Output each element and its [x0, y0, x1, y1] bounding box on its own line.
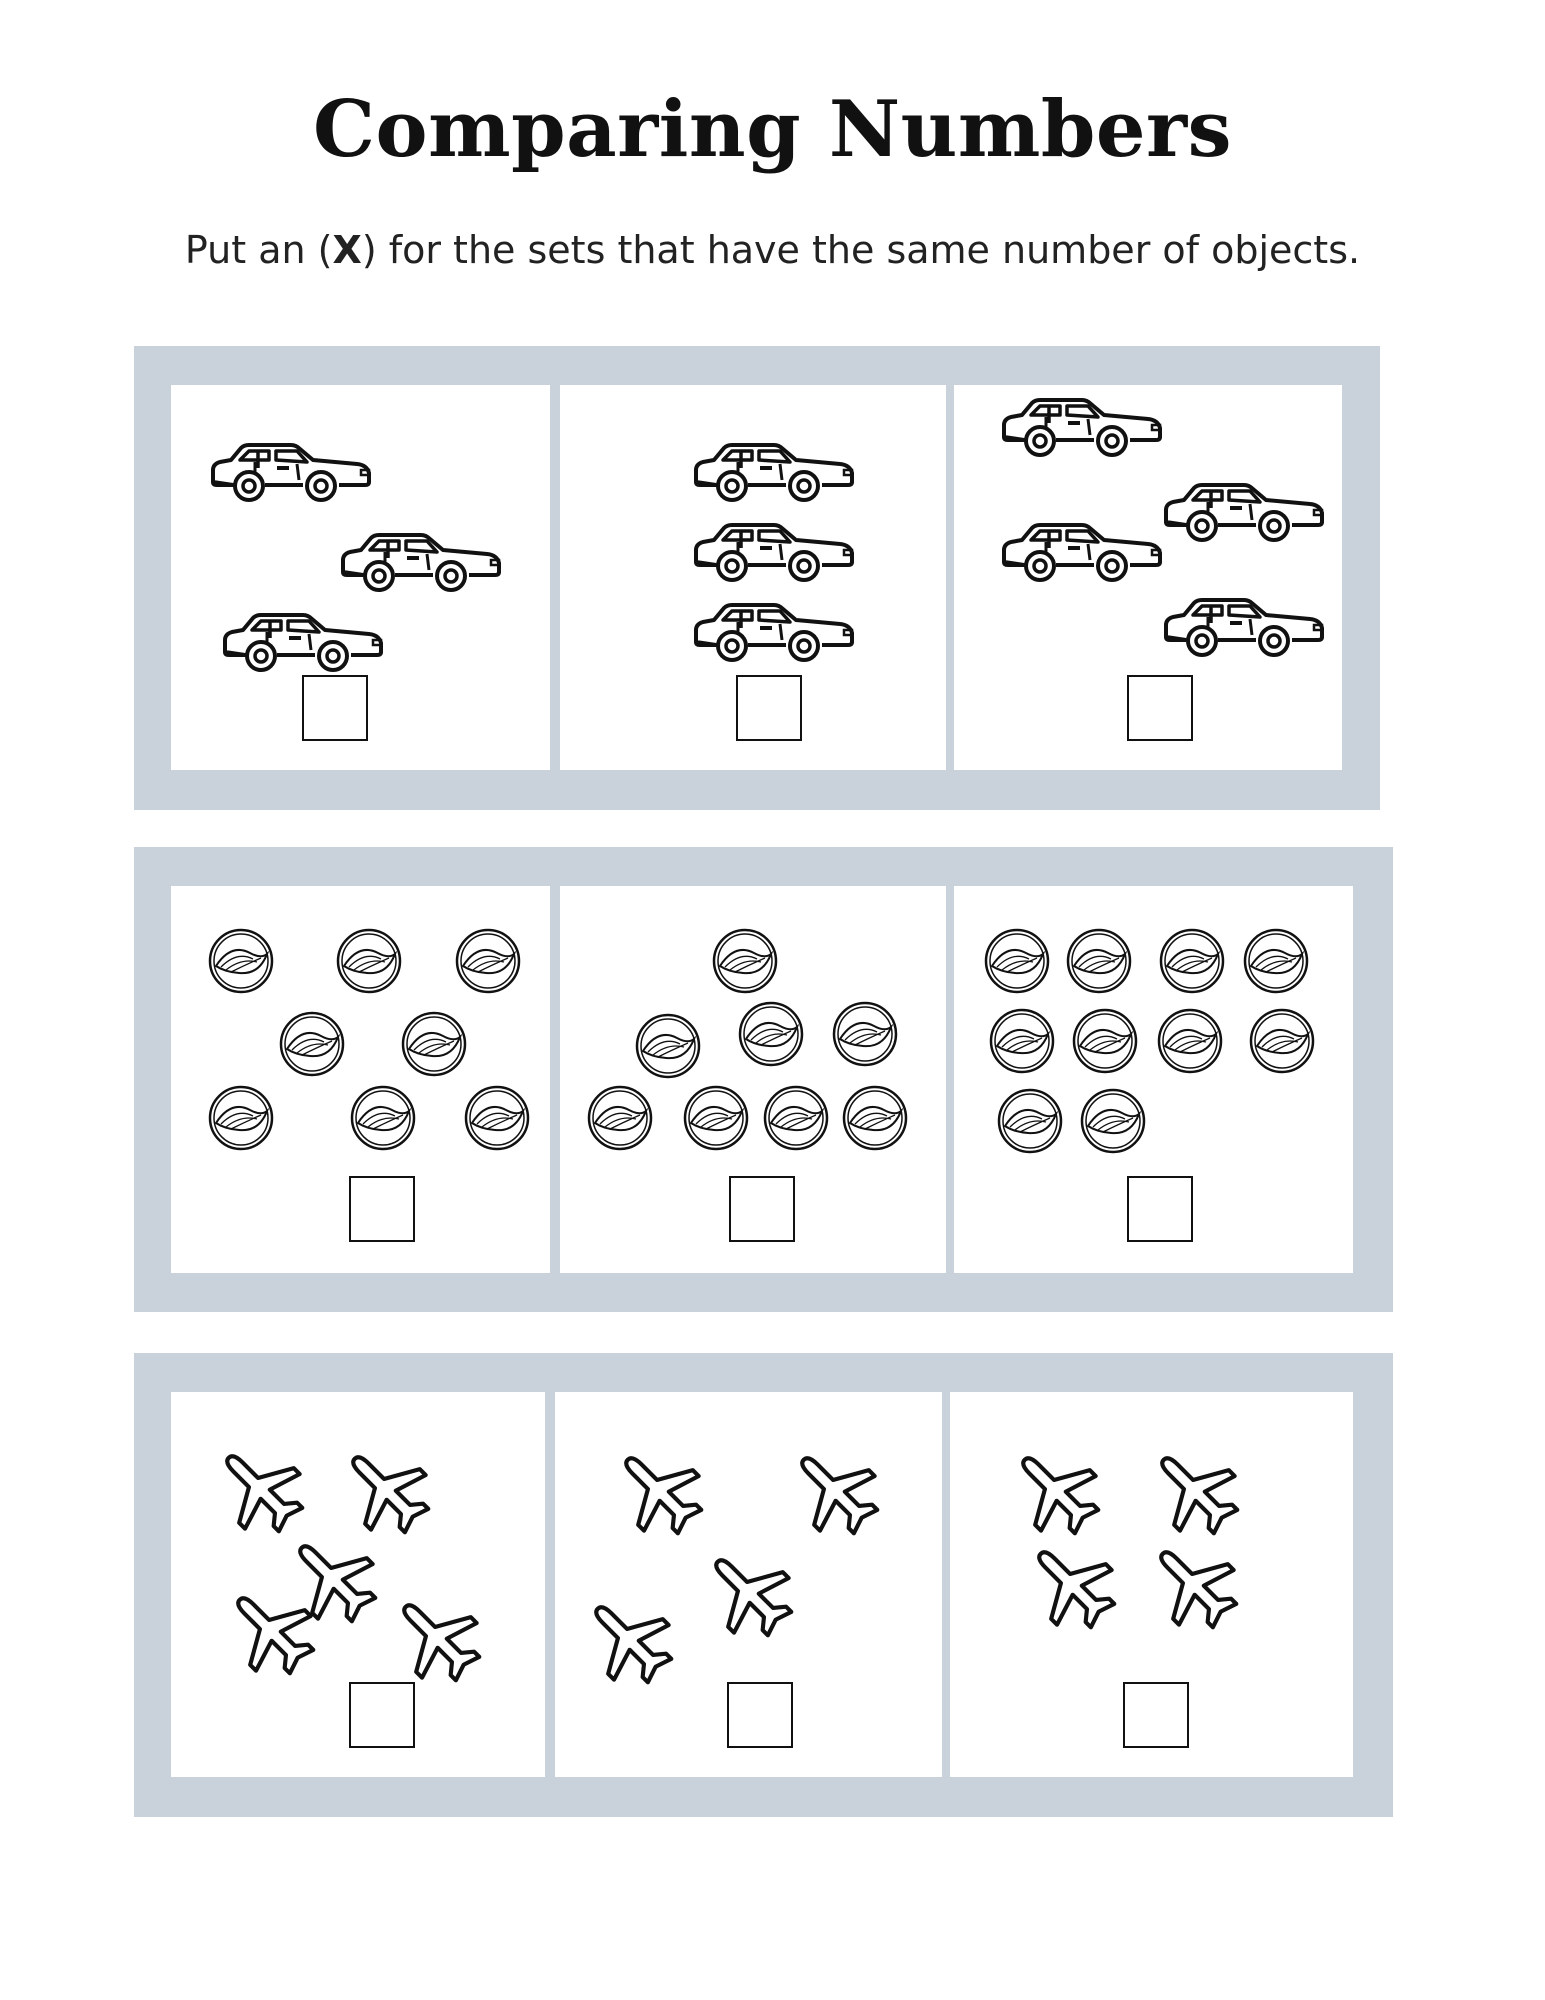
- marble-icon: [740, 1003, 802, 1065]
- marble-icon: [986, 930, 1048, 992]
- set-cell: [171, 1392, 545, 1777]
- marble-icon: [466, 1087, 528, 1149]
- answer-checkbox[interactable]: [1123, 1682, 1189, 1748]
- row-band-marbles: [134, 847, 1393, 1312]
- marble-icon: [210, 1087, 272, 1149]
- answer-checkbox[interactable]: [302, 675, 368, 741]
- car-icon: [696, 605, 852, 660]
- answer-checkbox[interactable]: [736, 675, 802, 741]
- marble-icon: [999, 1090, 1061, 1152]
- answer-checkbox[interactable]: [349, 1176, 415, 1242]
- instruction-text-after: ) for the sets that have the same number of objects.: [361, 228, 1361, 272]
- set-cell: [171, 886, 550, 1273]
- instruction-text: [0, 228, 1545, 272]
- airplane-icon: [776, 1432, 892, 1548]
- airplane-icon: [327, 1431, 443, 1547]
- airplane-icon: [570, 1581, 686, 1697]
- answer-checkbox[interactable]: [1127, 675, 1193, 741]
- car-icon: [1004, 525, 1160, 580]
- marble-icon: [210, 930, 272, 992]
- set-cell: [560, 886, 946, 1273]
- marble-icon: [844, 1087, 906, 1149]
- set-cell: [171, 385, 550, 770]
- worksheet-title: Comparing Numbers: [312, 84, 1233, 175]
- airplane-icon: [1013, 1526, 1129, 1642]
- marble-icon: [352, 1087, 414, 1149]
- marble-icon: [1082, 1090, 1144, 1152]
- set-cell: [954, 385, 1342, 770]
- airplane-icon: [600, 1432, 716, 1548]
- row-band-cars: [134, 346, 1380, 810]
- airplane-icon: [1135, 1526, 1251, 1642]
- airplane-icon: [1136, 1432, 1252, 1548]
- marble-icon: [1159, 1010, 1221, 1072]
- answer-checkbox[interactable]: [349, 1682, 415, 1748]
- set-cell: [560, 385, 946, 770]
- answer-checkbox[interactable]: [1127, 1176, 1193, 1242]
- car-icon: [343, 535, 499, 590]
- marble-icon: [457, 930, 519, 992]
- car-icon: [213, 445, 369, 500]
- car-icon: [225, 615, 381, 670]
- marble-icon: [714, 930, 776, 992]
- marble-icon: [637, 1015, 699, 1077]
- airplane-icon: [690, 1534, 806, 1650]
- airplane-icon: [378, 1579, 494, 1695]
- marble-icon: [403, 1013, 465, 1075]
- marble-icon: [1068, 930, 1130, 992]
- car-icon: [696, 445, 852, 500]
- car-icon: [1166, 485, 1322, 540]
- set-cell: [954, 886, 1353, 1273]
- instruction-text-before: Put an (: [184, 228, 333, 272]
- car-icon: [696, 525, 852, 580]
- marble-icon: [338, 930, 400, 992]
- row-band-airplanes: [134, 1353, 1393, 1817]
- instruction-mark: X: [332, 228, 362, 272]
- airplane-icon: [997, 1432, 1113, 1548]
- answer-checkbox[interactable]: [727, 1682, 793, 1748]
- set-cell: [950, 1392, 1353, 1777]
- set-cell: [555, 1392, 942, 1777]
- airplane-icon: [212, 1572, 328, 1688]
- marble-icon: [1161, 930, 1223, 992]
- marble-icon: [834, 1003, 896, 1065]
- marble-icon: [991, 1010, 1053, 1072]
- answer-checkbox[interactable]: [729, 1176, 795, 1242]
- marble-icon: [685, 1087, 747, 1149]
- car-icon: [1004, 400, 1160, 455]
- airplane-icon: [201, 1430, 317, 1546]
- marble-icon: [1245, 930, 1307, 992]
- marble-icon: [765, 1087, 827, 1149]
- marble-icon: [589, 1087, 651, 1149]
- car-icon: [1166, 600, 1322, 655]
- marble-icon: [1251, 1010, 1313, 1072]
- marble-icon: [1074, 1010, 1136, 1072]
- marble-icon: [281, 1013, 343, 1075]
